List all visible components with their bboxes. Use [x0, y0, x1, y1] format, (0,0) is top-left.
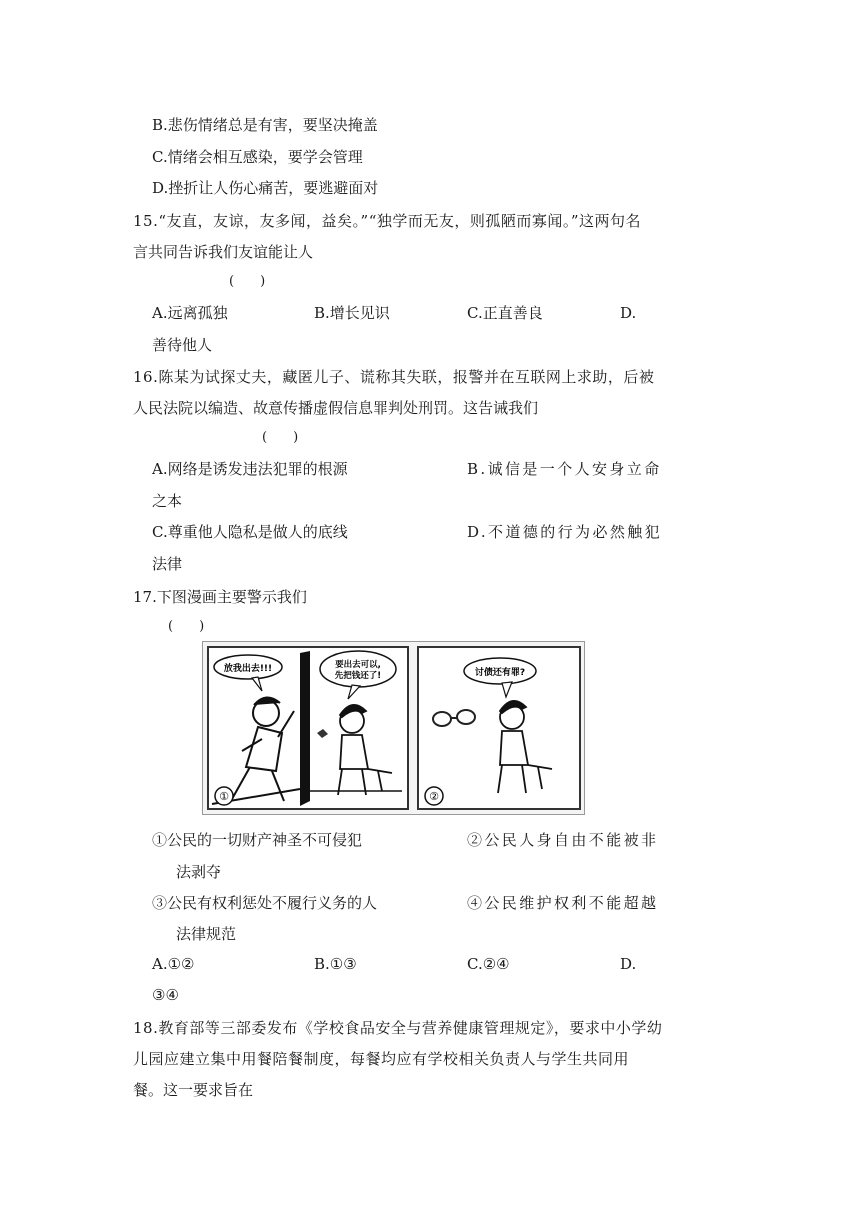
q17-statement-1: ①公民的一切财产神圣不可侵犯: [152, 831, 363, 849]
comic-bubble-1: 放我出去!!!: [223, 664, 273, 674]
q17-option-d: D.: [620, 955, 637, 973]
q14-option-d: D.挫折让人伤心痛苦，要逃避面对: [152, 179, 379, 197]
q15-option-c: C.正直善良: [467, 304, 543, 322]
q17-stem-line1: 17.下图漫画主要警示我们: [133, 588, 307, 606]
q16-option-b-cont: 之本: [152, 492, 183, 510]
q15-option-d: D.: [620, 304, 637, 322]
comic-bubble-3: 讨债还有罪?: [474, 668, 526, 678]
q14-option-c: C.情绪会相互感染，要学会管理: [152, 148, 363, 166]
q17-option-a: A.①②: [152, 955, 195, 973]
q16-option-d: D.不道德的行为必然触犯: [467, 523, 663, 541]
q17-statement-4-cont: 法律规范: [176, 925, 237, 943]
q17-option-b: B.①③: [314, 955, 357, 973]
q15-option-d-cont: 善待他人: [152, 336, 213, 354]
q17-answer-paren: ( ): [168, 619, 205, 634]
comic-bubble-2-line1: 要出去可以,: [335, 660, 381, 670]
q15-answer-paren: ( ): [229, 274, 266, 289]
q15-stem-line2: 言共同告诉我们友谊能让人: [133, 243, 314, 261]
q16-option-b: B.诚信是一个人安身立命: [467, 460, 662, 478]
q17-statement-2: ②公民人身自由不能被非: [467, 831, 659, 849]
q17-comic-illustration: [202, 641, 585, 815]
q15-option-b: B.增长见识: [314, 304, 390, 322]
q15-option-a: A.远离孤独: [152, 304, 228, 322]
q16-option-c: C.尊重他人隐私是做人的底线: [152, 523, 348, 541]
q16-option-d-cont: 法律: [152, 555, 183, 573]
q14-option-b: B.悲伤情绪总是有害，要坚决掩盖: [152, 116, 378, 134]
q18-stem-line2: 儿园应建立集中用餐陪餐制度，每餐均应有学校相关负责人与学生共同用: [133, 1050, 630, 1068]
comic-bubble-2-line2: 先把钱还了!: [334, 671, 382, 681]
comic-panel-number-2: ②: [429, 790, 439, 803]
q17-statement-2-cont: 法剥夺: [176, 863, 222, 881]
q16-answer-paren: ( ): [262, 430, 299, 445]
q16-option-a: A.网络是诱发违法犯罪的根源: [152, 460, 348, 478]
q17-option-d-cont: ③④: [152, 986, 179, 1004]
q16-stem-line1: 16.陈某为试探丈夫，藏匿儿子、谎称其失联，报警并在互联网上求助，后被: [133, 368, 655, 386]
q18-stem-line1: 18.教育部等三部委发布《学校食品安全与营养健康管理规定》，要求中小学幼: [133, 1019, 663, 1037]
q18-stem-line3: 餐。这一要求旨在: [133, 1081, 254, 1099]
q15-stem-line1: 15.“友直，友谅，友多闻，益矣。”“独学而无友，则孤陋而寡闻。”这两句名: [133, 212, 642, 230]
comic-panel-number-1: ①: [219, 790, 229, 803]
q17-option-c: C.②④: [467, 955, 510, 973]
q16-stem-line2: 人民法院以编造、故意传播虚假信息罪判处刑罚。这告诫我们: [133, 399, 539, 417]
q17-statement-3: ③公民有权利惩处不履行义务的人: [152, 894, 378, 912]
q17-statement-4: ④公民维护权利不能超越: [467, 894, 659, 912]
